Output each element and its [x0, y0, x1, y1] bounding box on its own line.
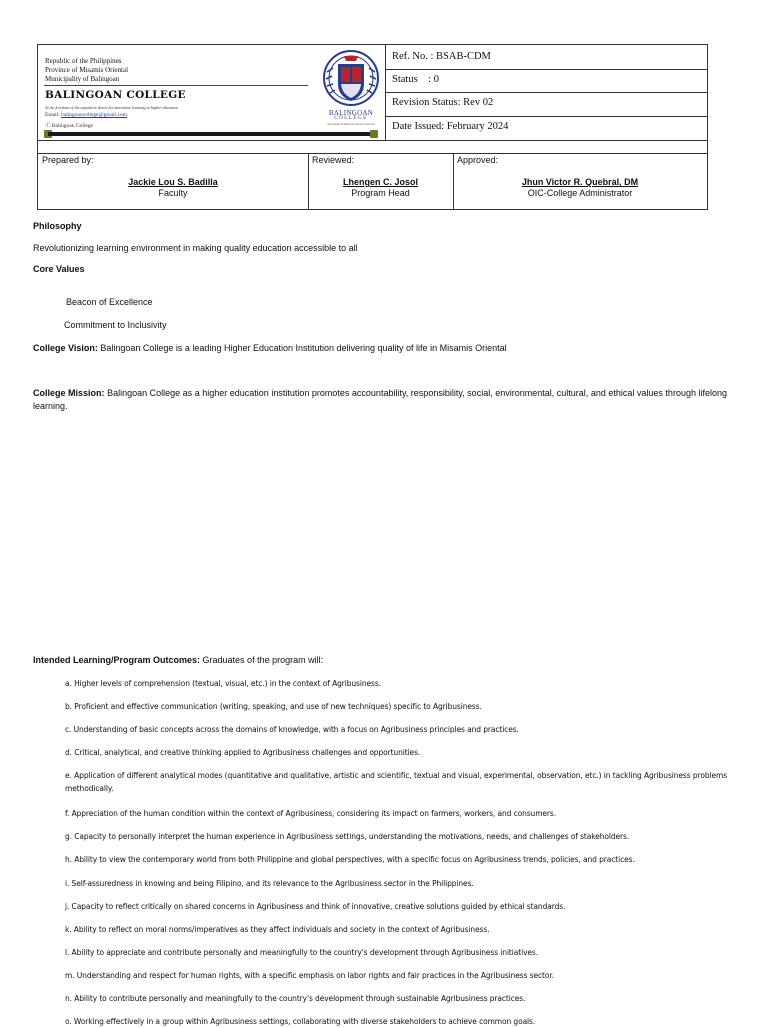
prepared-name: Jackie Lou S. Badilla: [128, 177, 218, 187]
mission-label: College Mission:: [33, 388, 105, 398]
logo-motto: Municipality of Balingoan Misamis Oriental: [327, 123, 375, 126]
approved-title: OIC-College Administrator: [527, 188, 633, 198]
outcome-item: c. Understanding of basic concepts across the domains of knowledge, with a focus on Agribusiness principles and practices.: [65, 725, 519, 734]
signature-divider: [38, 153, 707, 154]
outcome-item: l. Ability to appreciate and contribute personally and meaningfully to the country's development through Agribusiness initiatives.: [65, 948, 539, 957]
logo-subname: COLLEGE: [334, 116, 368, 121]
outcome-item: g. Capacity to personally interpret the human experience in Agribusiness settings, understanding the motivations, needs, and challenges of stakeholders.: [65, 832, 630, 841]
email-line: [45, 112, 127, 118]
email-link[interactable]: balingoancollege@gmail.com: [61, 112, 128, 118]
revision-status: Revision Status: Rev 02: [392, 97, 494, 108]
outcome-item: a. Higher levels of comprehension (textual, visual, etc.) in the context of Agribusiness.: [65, 679, 381, 688]
reviewed-label: Reviewed:: [312, 155, 355, 165]
philosophy-heading: Philosophy: [33, 221, 82, 231]
facebook-name: Balingoan College: [51, 123, 93, 129]
mission-text: Balingoan College as a higher education institution promotes accountability, responsibility, social, environmental, cultural, and ethical values through lifelong learning.: [33, 388, 728, 411]
college-tagline: At the forefront of the inquisitive desire for innovative learning in higher education: [45, 105, 178, 110]
info-row-divider: [385, 69, 707, 70]
core-value-item: Beacon of Excellence: [66, 297, 153, 307]
outcome-item: f. Appreciation of the human condition within the context of Agribusiness, considering its impact on farmers, workers, and consumers.: [65, 809, 556, 818]
email-label: Email:: [45, 112, 60, 118]
outcome-item: b. Proficient and effective communication (writing, speaking, and use of new techniques) specific to Agribusiness.: [65, 702, 482, 711]
gov-line-municipality: Municipality of Balingoan: [45, 75, 120, 83]
outcome-item: j. Capacity to reflect critically on shared concerns in Agribusiness and think of innovative, creative solutions guided by ethical standards.: [65, 902, 566, 911]
header-rule: [44, 85, 308, 86]
college-name: BALINGOAN COLLEGE: [45, 89, 186, 101]
info-row-divider: [385, 116, 707, 117]
approved-name: Jhun Victor R. Quebral, DM: [521, 177, 639, 187]
college-mission: [33, 387, 727, 413]
approved-label: Approved:: [457, 155, 499, 165]
outcomes-intro: Graduates of the program will:: [200, 655, 324, 665]
prepared-title: Faculty: [158, 188, 188, 198]
outcome-item: o. Working effectively in a group within Agribusiness settings, collaborating with diverse stakeholders to achieve common goals.: [65, 1017, 536, 1026]
outcome-item: n. Ability to contribute personally and meaningfully to the country's development through sustainable Agribusiness practices.: [65, 994, 526, 1003]
outcome-item: h. Ability to view the contemporary world from both Philippine and global perspectives, with a specific focus on Agribusiness trends, policies, and practices.: [65, 855, 635, 864]
document-header: [37, 44, 708, 210]
core-values-heading: Core Values: [33, 264, 85, 274]
outcome-item: d. Critical, analytical, and creative thinking applied to Agribusiness challenges and opportunities.: [65, 748, 421, 757]
logo-name: BALINGOAN: [328, 109, 374, 117]
date-issued: Date Issued: February 2024: [392, 121, 509, 132]
reviewed-title: Program Head: [351, 188, 410, 198]
gov-line-province: Province of Misamis Oriental: [45, 66, 129, 74]
gov-line-republic: Republic of the Philippines: [45, 57, 122, 65]
info-row-divider: [385, 92, 707, 93]
outcome-item: e. Application of different analytical modes (quantitative and qualitative, artistic and scientific, textual and visual, experimental, observation, etc.) in tackling Agribusiness problems methodically.: [65, 771, 727, 793]
status: Status : 0: [392, 74, 439, 85]
reviewed-name: Lhengen C. Josol: [342, 177, 418, 187]
outcome-item: m. Understanding and respect for human rights, with a specific emphasis on labor rights and fair practices in the Agribusiness sector.: [65, 971, 554, 980]
outcome-item: i. Self-assuredness in knowing and being Filipino, and its relevance to the Agribusiness sector in the Philippines.: [65, 879, 474, 888]
facebook-icon: ⓕ: [45, 123, 51, 129]
core-value-item: Commitment to Inclusivity: [64, 320, 167, 330]
ref-no: Ref. No. : BSAB-CDM: [392, 51, 491, 62]
vision-text: Balingoan College is a leading Higher Education Institution delivering quality of life in Misamis Oriental: [97, 343, 507, 353]
outcomes-label: Intended Learning/Program Outcomes:: [33, 655, 201, 665]
philosophy-text: Revolutionizing learning environment in making quality education accessible to all: [33, 243, 358, 253]
facebook-line: [45, 121, 93, 129]
prepared-label: Prepared by:: [42, 155, 94, 165]
laurel-shield-icon: [318, 48, 384, 110]
outcome-item: k. Ability to reflect on moral norms/imperatives as they affect individuals and society in the context of Agribusiness.: [65, 925, 490, 934]
college-vision: [33, 342, 507, 355]
outcomes-heading: [33, 654, 323, 667]
vision-label: College Vision:: [33, 343, 98, 353]
header-divider: [38, 140, 707, 141]
header-institution-block: [38, 45, 318, 140]
